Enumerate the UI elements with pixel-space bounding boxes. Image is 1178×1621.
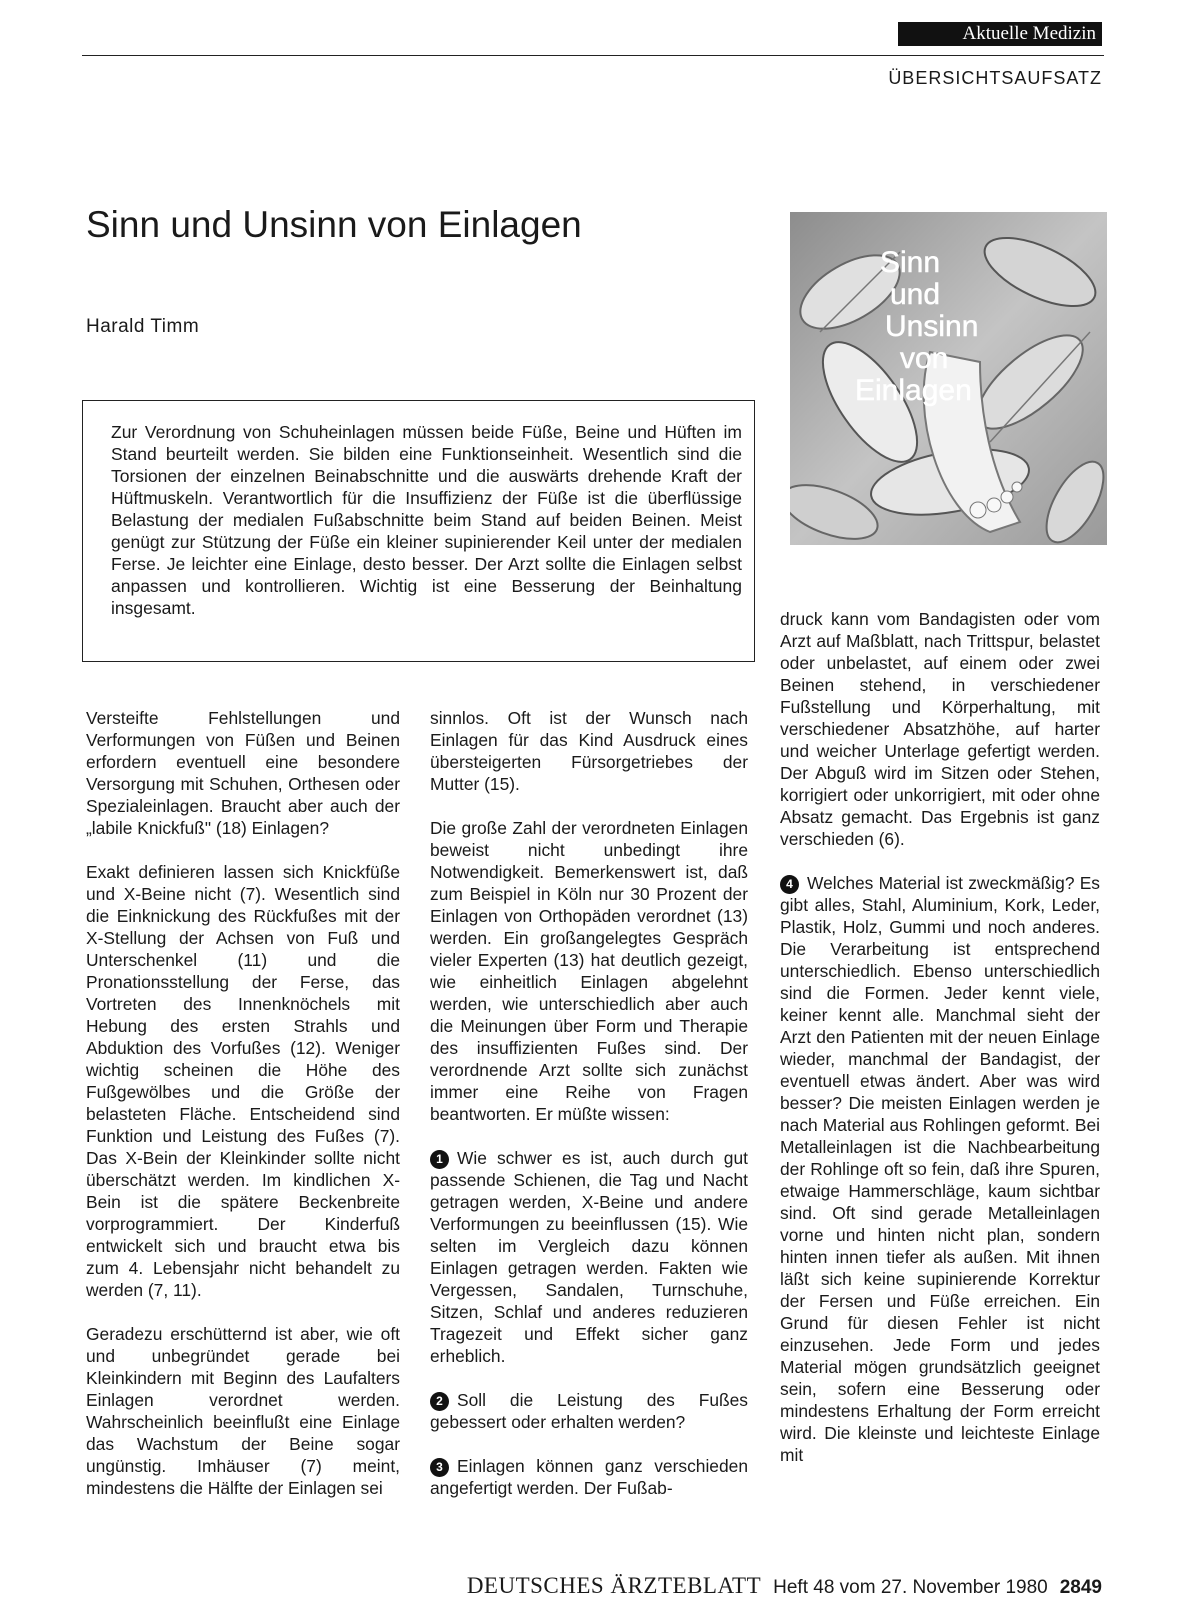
question-item: [430, 1147, 748, 1367]
question-text: Einlagen können ganz verschieden angefertigt werden. Der Fußab-: [430, 1456, 748, 1498]
question-text: Wie schwer es ist, auch durch gut passende Schienen, die Tag und Nacht getragen werden, X-Beine und andere Verformungen zu beeinflussen (15). Wie selten im Vergleich dazu können Einlagen getragen werden. Fakten wie Vergessen, Sandalen, Turnschuhe, Sitzen, Schlaf und anderes reduzieren Tragezeit und Effekt sicher ganz erheblich.: [430, 1148, 748, 1366]
issue-info: Heft 48 vom 27. November 1980: [773, 1577, 1048, 1598]
paragraph: sinnlos. Oft ist der Wunsch nach Einlagen für das Kind Ausdruck eines übersteigerten Fürsorgetriebes der Mutter (15).: [430, 708, 748, 794]
image-text-2: und: [890, 278, 941, 311]
page-footer: [467, 1573, 1102, 1599]
paragraph: druck kann vom Bandagisten oder vom Arzt auf Maßblatt, nach Trittspur, belastet oder unbelastet, auf einem oder zwei Beinen stehend, in verschiedener Fußstellung und Körperhaltung, mit verschiedener Absatzhöhe, auf harter und weicher Unterlage gefertigt werden. Der Abguß wird im Sitzen oder Stehen, korrigiert oder unkorrigiert, mit oder ohne Absatz gemacht. Das Ergebnis ist ganz verschieden (6).: [780, 609, 1100, 849]
question-text: Welches Material ist zweckmäßig? Es gibt alles, Stahl, Aluminium, Kork, Leder, Plastik, Holz, Gummi und noch anderes. Die Verarbeitung ist entsprechend unterschiedlich. Ebenso unterschiedlich sind die Formen. Jeder kennt viele, keiner kennt alle. Manchmal sieht der Arzt den Patienten mit der neuen Einlage wieder, manchmal der Bandagist, der eventuell etwas ändert. Aber was wird besser? Die meisten Einlagen werden je nach Material aus Rohlingen geformt. Bei Metalleinlagen ist die Nachbearbeitung der Rohlinge oft so fein, daß ihre Spuren, etwaige Hammerschläge, kaum sichtbar sind. Oft sind gerade Metalleinlagen vorne und hinten nicht plan, sondern hinten innen tiefer als außen. Mit ihnen läßt sich keine supinierende Korrektur der Fersen und Füße erreichen. Ein Grund für diesen Fehler ist nicht einzusehen. Jede Form und jedes Material mögen grundsätzlich geeignet sein, sofern eine Besserung oder mindestens Erhaltung der Form erreicht wird. Die kleinste und leichteste Einlage mit: [780, 873, 1100, 1465]
section-tag: Aktuelle Medizin: [898, 22, 1102, 46]
question-number-badge: 4: [780, 875, 799, 894]
question-text: Soll die Leistung des Fußes gebessert oder erhalten werden?: [430, 1390, 748, 1432]
article-kicker: ÜBERSICHTSAUFSATZ: [888, 68, 1102, 88]
article-title: Sinn und Unsinn von Einlagen: [86, 204, 582, 245]
image-text-3: Unsinn: [885, 310, 979, 343]
body-column-1: [86, 707, 400, 1521]
journal-name: DEUTSCHES ÄRZTEBLATT: [466, 1573, 762, 1598]
abstract-box: [82, 400, 755, 662]
question-item: [430, 1455, 748, 1499]
header-rule: [82, 55, 1104, 56]
paragraph: Exakt definieren lassen sich Knickfüße und X-Beine nicht (7). Wesentlich sind die Einknickung des Rückfußes mit der X-Stellung der Achsen von Fuß und Unterschenkel (11) und die Pronationsstellung der Ferse, das Vortreten des Innenknöchels mit Hebung des ersten Strahls und Abduktion des Vorfußes (12). Weniger wichtig scheinen die Höhe des Fußgewölbes und die Größe der belasteten Fläche. Entscheidend sind Funktion und Leistung des Fußes (7). Das X-Bein der Kleinkinder sollte nicht überschätzt werden. Im kindlichen X-Bein ist die spätere Beckenbreite vorprogrammiert. Der Kinderfuß entwickelt sich und braucht etwa bis zum 4. Lebensjahr nicht behandelt zu werden (7, 11).: [86, 862, 400, 1300]
abstract-text: Zur Verordnung von Schuheinlagen müssen beide Füße, Beine und Hüften im Stand beurteilt werden. Sie bilden eine Funktionseinheit. Wesentlich sind die Torsionen der einzelnen Beinabschnitte und die auswärts drehende Kraft der Hüftmuskeln. Verantwortlich für die Insuffizienz der Füße ist die überflüssige Belastung der medialen Fußabschnitte beim Stand auf beiden Beinen. Meist genügt zur Stützung der Füße ein kleiner supinierender Keil unter der medialen Ferse. Je leichter eine Einlage, desto besser. Der Arzt sollte die Einlagen selbst anpassen und kontrollieren. Wichtig ist eine Besserung der Beinhaltung insgesamt.: [111, 422, 742, 618]
question-number-badge: 2: [430, 1392, 449, 1411]
page-number: 2849: [1059, 1577, 1102, 1598]
question-item: [430, 1389, 748, 1433]
paragraph: Versteifte Fehlstellungen und Verformungen von Füßen und Beinen erfordern eventuell eine besondere Versorgung mit Schuhen, Orthesen oder Spezialeinlagen. Braucht aber auch der „labile Knickfuß" (18) Einlagen?: [86, 708, 400, 838]
question-item: [780, 872, 1100, 1466]
body-column-2: [430, 707, 748, 1521]
cover-image: [790, 212, 1107, 545]
image-text-5: Einlagen: [855, 374, 972, 407]
article-author: Harald Timm: [86, 316, 200, 337]
body-column-3: [780, 608, 1100, 1488]
insoles-photo: [790, 212, 1107, 545]
image-text-4: von: [900, 342, 949, 375]
question-number-badge: 1: [430, 1150, 449, 1169]
image-text-1: Sinn: [880, 246, 941, 279]
paragraph: Geradezu erschütternd ist aber, wie oft und unbegründet gerade bei Kleinkindern mit Beginn des Laufalters Einlagen verordnet werden. Wahrscheinlich beeinflußt eine Einlage das Wachstum der Beine sogar ungünstig. Imhäuser (7) meint, mindestens die Hälfte der Einlagen sei: [86, 1324, 400, 1498]
question-number-badge: 3: [430, 1458, 449, 1477]
paragraph: Die große Zahl der verordneten Einlagen beweist nicht unbedingt ihre Notwendigkeit. Bemerkenswert ist, daß zum Beispiel in Köln nur 30 Prozent der Einlagen von Orthopäden verordnet (13) werden. Ein großangelegtes Gespräch vieler Experten (13) hat deutlich gezeigt, wie einheitlich Einlagen abgelehnt werden, wie unterschiedlich aber auch die Meinungen über Form und Therapie des insuffizienten Fußes sind. Der verordnende Arzt sollte sich zunächst immer eine Reihe von Fragen beantworten. Er müßte wissen:: [430, 818, 748, 1124]
